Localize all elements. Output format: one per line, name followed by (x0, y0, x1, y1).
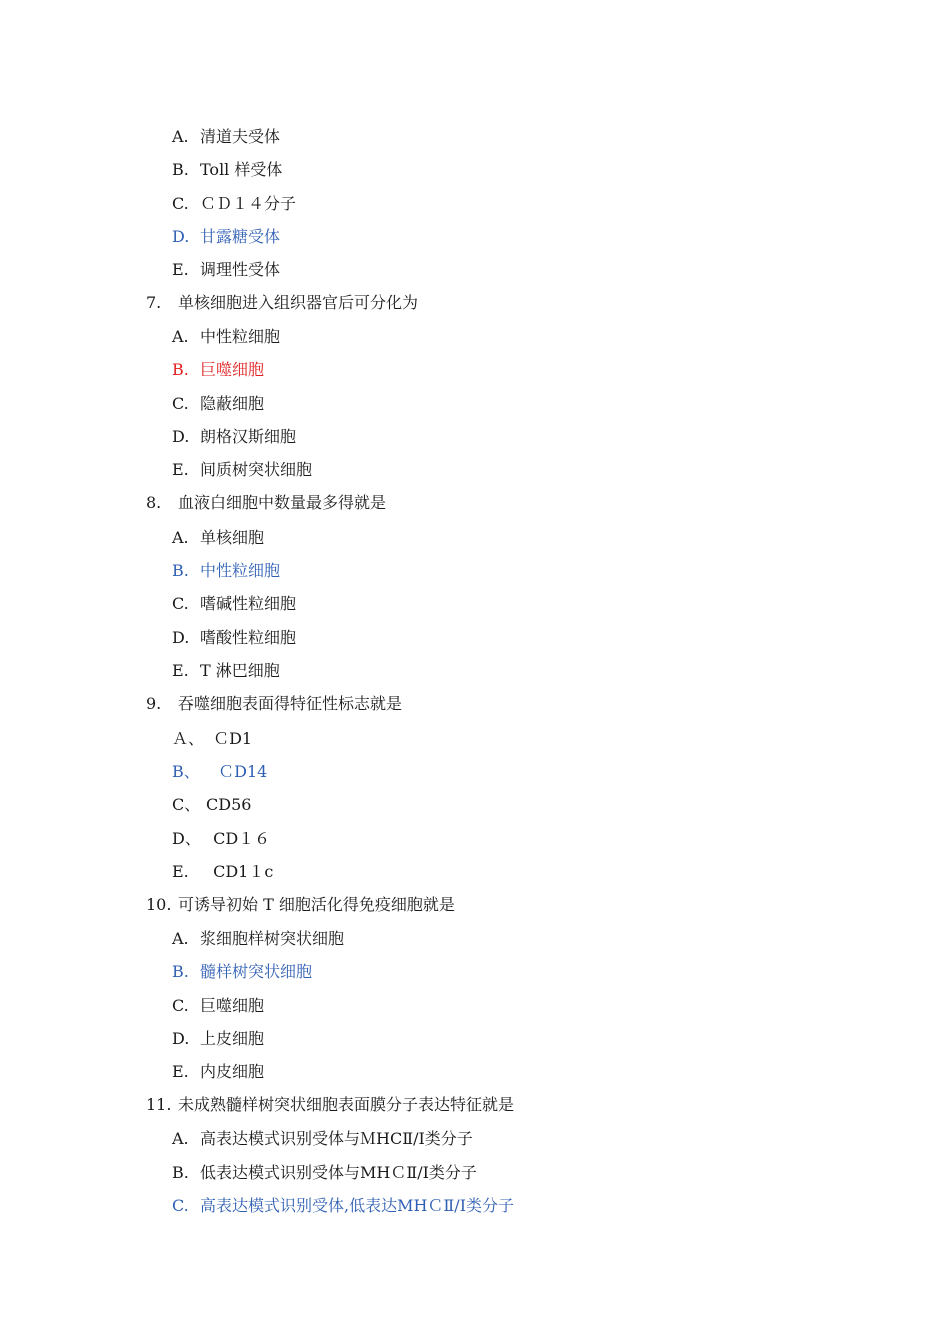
q9-option-a: Ａ、 ＣD1 (172, 729, 253, 748)
q6-option-c: C. ＣＤ１４分子 (172, 194, 297, 213)
q10-option-b: B. 髓样树突状细胞 (172, 962, 313, 981)
q9-option-b: B、 ＣD14 (172, 762, 268, 781)
q7-option-c: C. 隐蔽细胞 (172, 394, 265, 413)
q9-option-e: E. CD1１c (172, 862, 274, 881)
q6-option-e: E. 调理性受体 (172, 260, 281, 279)
q8-option-b: B. 中性粒细胞 (172, 561, 281, 580)
q10-option-c: C. 巨噬细胞 (172, 996, 265, 1015)
q7-option-e: E. 间质树突状细胞 (172, 460, 313, 479)
q11-option-b: B. 低表达模式识别受体与MHＣⅡ/Ⅰ类分子 (172, 1163, 477, 1182)
q9-question: 9. 吞噬细胞表面得特征性标志就是 (146, 694, 403, 713)
q7-option-b: B. 巨噬细胞 (172, 360, 265, 379)
q7-question: 7. 单核细胞进入组织器官后可分化为 (146, 293, 419, 312)
q6-option-b: B. Toll 样受体 (172, 160, 283, 179)
q9-option-d: D、 CD１６ (172, 829, 271, 848)
q7-option-d: D. 朗格汉斯细胞 (172, 427, 297, 446)
q11-question: 11. 未成熟髓样树突状细胞表面膜分子表达特征就是 (146, 1095, 515, 1114)
q8-question: 8. 血液白细胞中数量最多得就是 (146, 493, 387, 512)
q10-option-a: A. 浆细胞样树突状细胞 (172, 929, 345, 948)
q6-option-d: D. 甘露糖受体 (172, 227, 281, 246)
q8-option-d: D. 嗜酸性粒细胞 (172, 628, 297, 647)
q11-option-c: C. 高表达模式识别受体,低表达MHＣⅡ/Ⅰ类分子 (172, 1196, 515, 1215)
q10-option-e: E. 内皮细胞 (172, 1062, 265, 1081)
q7-option-a: A. 中性粒细胞 (172, 327, 281, 346)
q8-option-c: C. 嗜碱性粒细胞 (172, 594, 297, 613)
q9-option-c: C、 CD56 (172, 795, 252, 814)
q10-option-d: D. 上皮细胞 (172, 1029, 265, 1048)
q10-question: 10. 可诱导初始 T 细胞活化得免疫细胞就是 (146, 895, 455, 914)
q11-option-a: A. 高表达模式识别受体与ＭHCⅡ/Ⅰ类分子 (172, 1129, 473, 1148)
q8-option-a: A. 单核细胞 (172, 528, 265, 547)
q6-option-a: A. 清道夫受体 (172, 127, 281, 146)
q8-option-e: E. T 淋巴细胞 (172, 661, 280, 680)
